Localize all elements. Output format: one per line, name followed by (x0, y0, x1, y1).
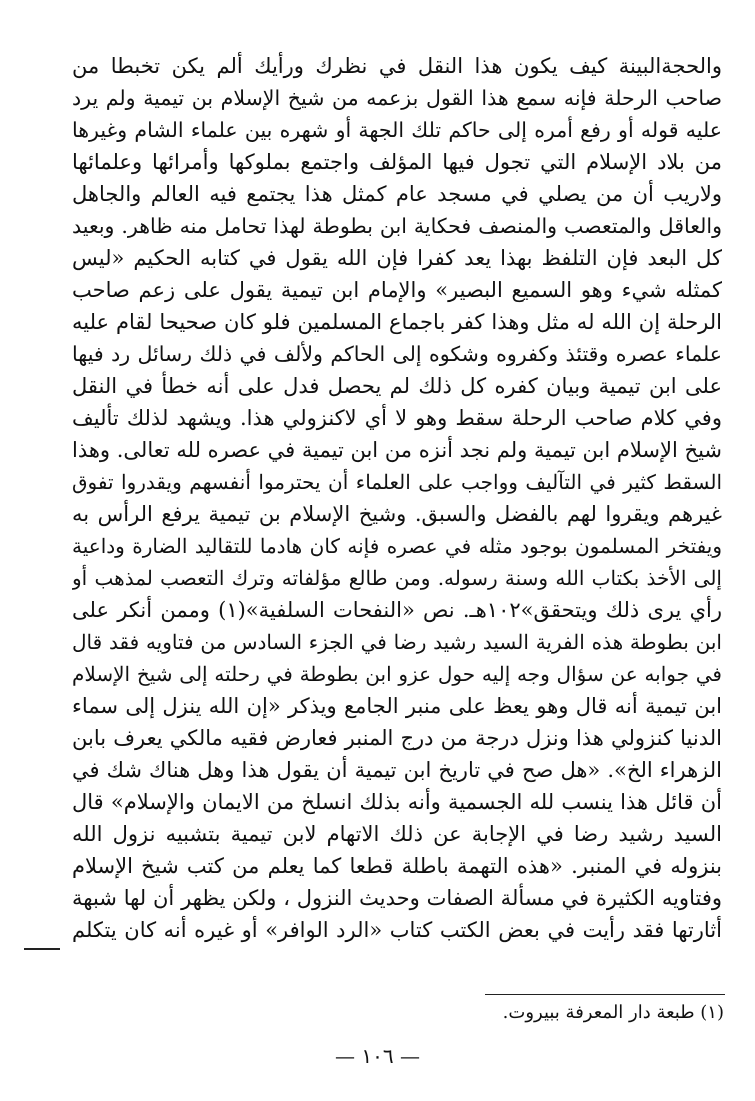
text-line: والحجةالبينة كيف يكون هذا النقل في نظرك ورأيك ألم يكن تخبطا من (72, 54, 722, 78)
text-line: ويفتخر المسلمون بوجود مثله في عصره فإنه كان هادما للتقاليد الضارة وداعية (72, 534, 722, 558)
text-line: غيرهم ويقروا لهم بالفضل والسبق. وشيخ الإسلام بن تيمية يرفع الرأس به (72, 502, 722, 526)
text-line: إلى الأخذ بكتاب الله وسنة رسوله. ومن طالع مؤلفاته وترك التعصب لمذهب أو (72, 566, 722, 590)
text-line: ابن تيمية أنه قال وهو يعظ على منبر الجامع ويذكر «إن الله ينزل إلى سماء (72, 694, 722, 718)
text-line: ابن بطوطة هذه الفرية السيد رشيد رضا في الجزء السادس من فتاويه فقد قال (72, 630, 722, 654)
text-line: من بلاد الإسلام التي تجول فيها المؤلف واجتمع بملوكها وأمرائها وعلمائها (72, 150, 722, 174)
footnote-separator (485, 994, 725, 995)
text-line: وفي كلام صاحب الرحلة سقط وهو لا أي لاكنزولي هذا. ويشهد لذلك تأليف (72, 406, 722, 430)
text-line: والعاقل والمتعصب والمنصف فحكاية ابن بطوطة لهذا تحامل منه ظاهر. وبعيد (72, 214, 722, 238)
text-line: كمثله شيء وهو السميع البصير» والإمام ابن تيمية يقول على زعم صاحب (72, 278, 722, 302)
text-line: علماء عصره وقتئذ وكفروه وشكوه إلى الحاكم ولألف في ذلك رسائل رد فيها (72, 342, 722, 366)
body-text (72, 50, 722, 946)
footnote: (١) طبعة دار المعرفة ببيروت. (502, 1002, 724, 1023)
text-line: الدنيا كنزولي هذا ونزل درجة من درج المنبر فعارض فقيه مالكي يعرف بابن (72, 726, 722, 750)
text-line: شيخ الإسلام ابن تيمية ولم نجد أنزه من ابن تيمية في عصره لله تعالى. وهذا (72, 438, 722, 462)
text-line: السقط كثير في التآليف وواجب على العلماء أن يحترموا أنفسهم ويقدروا تفوق (72, 470, 722, 494)
text-line: السيد رشيد رضا في الإجابة عن ذلك الاتهام لابن تيمية بتشبيه نزول الله (72, 822, 722, 846)
text-line: أن قائل هذا ينسب لله الجسمية وأنه بذلك انسلخ من الايمان والإسلام» قال (72, 790, 722, 814)
text-line: أثارتها فقد رأيت في بعض الكتب كتاب «الرد الوافر» أو غيره أنه كان يتكلم (72, 918, 722, 942)
text-line: وفتاويه الكثيرة في مسألة الصفات وحديث النزول ، ولكن يظهر أن لها شبهة (72, 886, 722, 910)
text-line: في جوابه عن سؤال وجه إليه حول عزو ابن بطوطة في رحلته إلى شيخ الإسلام (72, 662, 722, 686)
text-line: الرحلة إن الله له مثل وهذا كفر باجماع المسلمين فلو كان صحيحا لقام عليه (72, 310, 722, 334)
text-line: ولاريب أن من يصلي في مسجد عام كمثل هذا يجتمع فيه العالم والجاهل (72, 182, 722, 206)
text-line: على ابن تيمية وبيان كفره كل ذلك لم يحصل فدل على أنه خطأ في النقل (72, 374, 722, 398)
text-line: عليه قوله أو رفع أمره إلى حاكم تلك الجهة أو شهره بين علماء الشام وغيرها (72, 118, 722, 142)
text-line: صاحب الرحلة فإنه سمع هذا القول بزعمه من شيخ الإسلام بن تيمية ولم يرد (72, 86, 722, 110)
text-line: الزهراء الخ». «هل صح في تاريخ ابن تيمية أن يقول هذا وهل هناك شك في (72, 758, 722, 782)
text-line: رأي يرى ذلك ويتحقق»١٠٢هـ. نص «النفحات السلفية»(١) وممن أنكر على (72, 598, 722, 622)
text-line: بنزوله في المنبر. «هذه التهمة باطلة قطعا كما يعلم من كتب شيخ الإسلام (72, 854, 722, 878)
page-number: — ١٠٦ — (335, 1044, 420, 1068)
text-line: كل البعد فإن التلفظ بهذا يعد كفرا فإن الله يقول في كتابه الحكيم «ليس (72, 246, 722, 270)
continuation-dash (24, 948, 60, 950)
